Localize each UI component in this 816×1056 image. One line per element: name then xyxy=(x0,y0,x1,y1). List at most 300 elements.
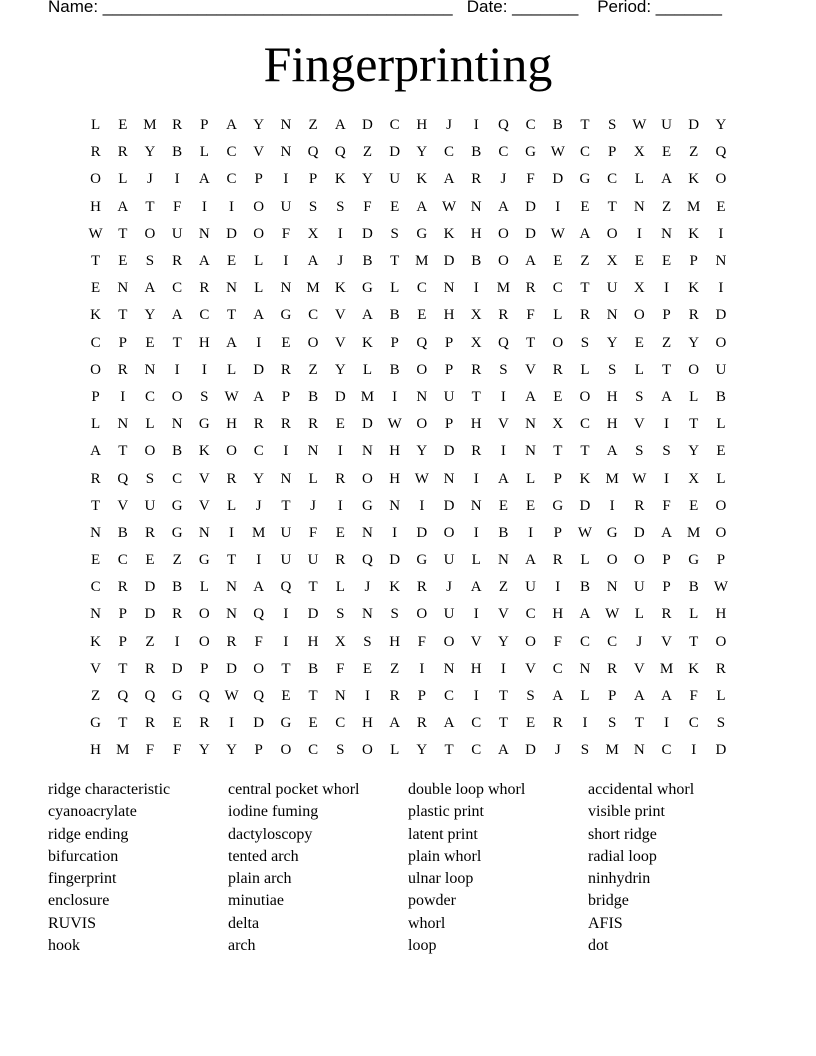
grid-letter: R xyxy=(335,470,346,487)
word-item: visible print xyxy=(588,803,665,821)
grid-letter: O xyxy=(633,307,645,324)
word-item: iodine fuming xyxy=(228,803,319,821)
grid-letter: Y xyxy=(226,742,237,759)
grid-letter: E xyxy=(689,497,699,514)
grid-letter: R xyxy=(552,361,563,378)
grid-letter: Q xyxy=(715,144,727,161)
grid-letter: R xyxy=(90,470,101,487)
grid-letter: E xyxy=(145,552,155,569)
grid-letter: B xyxy=(172,579,183,596)
grid-letter: K xyxy=(579,470,591,487)
grid-letter: N xyxy=(661,225,672,242)
grid-row xyxy=(82,574,735,601)
grid-letter: E xyxy=(91,280,101,297)
grid-letter: C xyxy=(607,171,618,188)
grid-letter: O xyxy=(688,361,700,378)
grid-letter: I xyxy=(201,198,207,215)
grid-letter: D xyxy=(334,388,346,405)
grid-letter: O xyxy=(525,633,537,650)
grid-letter: D xyxy=(362,117,373,134)
grid-letter: T xyxy=(390,253,400,270)
grid-letter: A xyxy=(661,524,672,541)
grid-letter: P xyxy=(200,660,209,677)
grid-letter: A xyxy=(117,198,129,215)
grid-letter: E xyxy=(553,388,563,405)
grid-letter: N xyxy=(90,524,102,541)
grid-letter: T xyxy=(281,497,291,514)
grid-row xyxy=(82,384,735,411)
grid-letter: S xyxy=(363,633,372,650)
grid-letter: D xyxy=(443,253,455,270)
word-item: ulnar loop xyxy=(408,870,474,888)
grid-letter: L xyxy=(580,688,590,705)
grid-letter: D xyxy=(389,552,401,569)
grid-letter: P xyxy=(91,388,100,405)
grid-letter: U xyxy=(280,524,292,541)
grid-letter: N xyxy=(280,280,292,297)
grid-letter: T xyxy=(118,443,128,460)
grid-letter: N xyxy=(525,443,537,460)
grid-letter: L xyxy=(471,552,481,569)
grid-letter: H xyxy=(226,416,237,433)
grid-letter: I xyxy=(555,198,561,215)
grid-row xyxy=(82,357,735,384)
grid-letter: O xyxy=(715,334,727,351)
grid-letter: V xyxy=(198,470,210,487)
grid-letter: G xyxy=(171,688,183,705)
grid-letter: R xyxy=(634,497,645,514)
grid-letter: J xyxy=(364,579,371,596)
grid-letter: K xyxy=(334,171,346,188)
grid-letter: Y xyxy=(198,742,210,759)
grid-row xyxy=(82,248,735,275)
grid-letter: L xyxy=(308,470,318,487)
grid-letter: U xyxy=(307,552,319,569)
grid-row xyxy=(82,656,735,683)
header-fields-line: Name: _____________________________________ Date: _______ Period: _______ xyxy=(48,0,722,16)
grid-letter: K xyxy=(688,280,700,297)
grid-letter: M xyxy=(116,742,130,759)
grid-letter: F xyxy=(363,198,372,215)
grid-letter: D xyxy=(362,416,373,433)
grid-letter: P xyxy=(444,334,454,351)
grid-letter: F xyxy=(553,633,562,650)
word-item: tented arch xyxy=(228,847,299,865)
grid-letter: F xyxy=(662,497,671,514)
grid-letter: S xyxy=(145,253,155,270)
grid-letter: C xyxy=(117,552,128,569)
grid-letter: L xyxy=(118,171,128,188)
word-item: cyanoacrylate xyxy=(48,803,137,821)
grid-letter: B xyxy=(117,524,128,541)
grid-letter: Y xyxy=(416,144,428,161)
grid-letter: K xyxy=(90,633,102,650)
grid-letter: I xyxy=(283,606,289,623)
grid-letter: Q xyxy=(334,144,346,161)
grid-letter: T xyxy=(471,388,481,405)
grid-letter: Y xyxy=(253,470,265,487)
grid-letter: S xyxy=(390,225,399,242)
grid-letter: L xyxy=(634,606,644,623)
grid-letter: D xyxy=(144,606,156,623)
grid-letter: R xyxy=(579,307,590,324)
grid-letter: V xyxy=(633,416,645,433)
grid-letter: T xyxy=(281,660,291,677)
grid-letter: C xyxy=(579,416,590,433)
grid-letter: A xyxy=(497,470,509,487)
grid-letter: N xyxy=(198,225,210,242)
grid-letter: C xyxy=(471,715,482,732)
grid-letter: I xyxy=(664,470,670,487)
grid-letter: E xyxy=(716,443,726,460)
grid-letter: G xyxy=(198,416,210,433)
grid-letter: N xyxy=(633,742,645,759)
grid-letter: I xyxy=(419,497,425,514)
grid-letter: J xyxy=(446,117,452,134)
word-item: ninhydrin xyxy=(588,870,651,888)
word-item: ridge characteristic xyxy=(48,781,171,798)
grid-letter: C xyxy=(335,715,346,732)
grid-letter: N xyxy=(389,497,401,514)
grid-letter: S xyxy=(336,742,345,759)
grid-letter: E xyxy=(226,253,237,270)
grid-letter: O xyxy=(443,524,455,541)
grid-letter: O xyxy=(198,633,210,650)
grid-letter: O xyxy=(416,361,428,378)
grid-letter: C xyxy=(661,742,672,759)
grid-letter: O xyxy=(606,552,618,569)
grid-letter: A xyxy=(389,715,401,732)
grid-letter: U xyxy=(389,171,401,188)
grid-letter: P xyxy=(390,334,399,351)
grid-letter: M xyxy=(659,660,674,677)
grid-letter: D xyxy=(144,579,156,596)
grid-letter: M xyxy=(687,524,701,541)
grid-letter: V xyxy=(253,144,265,161)
grid-letter: G xyxy=(552,497,564,514)
grid-letter: P xyxy=(417,688,427,705)
grid-letter: F xyxy=(689,688,698,705)
grid-row xyxy=(82,438,735,465)
grid-letter: R xyxy=(552,715,563,732)
grid-letter: B xyxy=(688,579,699,596)
grid-row xyxy=(82,194,735,221)
grid-letter: B xyxy=(362,253,373,270)
grid-letter: T xyxy=(308,688,318,705)
grid-letter: N xyxy=(198,524,210,541)
grid-letter: H xyxy=(389,470,401,487)
grid-letter: A xyxy=(606,443,618,460)
grid-letter: Z xyxy=(498,579,508,596)
grid-letter: N xyxy=(362,443,373,460)
grid-letter: U xyxy=(633,579,645,596)
grid-letter: R xyxy=(416,579,427,596)
grid-letter: B xyxy=(579,579,590,596)
grid-letter: B xyxy=(471,144,482,161)
word-item: double loop whorl xyxy=(408,781,526,798)
grid-letter: D xyxy=(253,715,265,732)
grid-letter: O xyxy=(715,633,727,650)
grid-letter: G xyxy=(688,552,700,569)
grid-letter: S xyxy=(308,198,318,215)
grid-letter: D xyxy=(633,524,645,541)
grid-letter: F xyxy=(526,171,535,188)
grid-letter: A xyxy=(198,253,210,270)
grid-row xyxy=(82,737,735,764)
grid-letter: I xyxy=(337,225,343,242)
grid-letter: I xyxy=(283,171,289,188)
grid-letter: A xyxy=(579,225,591,242)
grid-letter: K xyxy=(688,171,700,188)
grid-letter: N xyxy=(606,579,618,596)
grid-letter: B xyxy=(172,144,183,161)
word-item: powder xyxy=(408,892,456,910)
grid-letter: A xyxy=(470,579,482,596)
grid-letter: G xyxy=(525,144,537,161)
grid-letter: K xyxy=(334,280,346,297)
grid-letter: Z xyxy=(145,633,155,650)
grid-letter: W xyxy=(605,606,620,623)
word-column xyxy=(228,779,408,957)
grid-letter: X xyxy=(334,633,346,650)
grid-letter: V xyxy=(525,361,537,378)
grid-letter: R xyxy=(607,660,618,677)
grid-letter: M xyxy=(687,198,701,215)
grid-letter: G xyxy=(198,552,210,569)
grid-letter: R xyxy=(661,606,672,623)
grid-letter: F xyxy=(254,633,263,650)
grid-letter: J xyxy=(636,633,643,650)
grid-letter: O xyxy=(362,742,373,759)
grid-letter: D xyxy=(552,171,564,188)
grid-letter: W xyxy=(414,470,429,487)
grid-letter: I xyxy=(392,388,398,405)
grid-letter: H xyxy=(470,416,482,433)
grid-letter: I xyxy=(636,225,642,242)
grid-letter: A xyxy=(552,688,564,705)
grid-letter: A xyxy=(579,606,591,623)
grid-letter: G xyxy=(362,497,373,514)
grid-letter: S xyxy=(499,361,508,378)
grid-letter: U xyxy=(144,497,156,514)
grid-letter: N xyxy=(144,361,156,378)
grid-letter: Z xyxy=(308,361,318,378)
grid-letter: E xyxy=(281,688,291,705)
grid-letter: H xyxy=(606,416,618,433)
word-item: radial loop xyxy=(588,847,657,865)
grid-letter: M xyxy=(252,524,266,541)
grid-letter: E xyxy=(172,715,182,732)
grid-letter: X xyxy=(633,280,645,297)
grid-letter: C xyxy=(444,144,455,161)
grid-letter: M xyxy=(605,470,619,487)
grid-letter: R xyxy=(199,280,210,297)
grid-letter: N xyxy=(443,280,455,297)
grid-letter: L xyxy=(553,307,563,324)
grid-letter: D xyxy=(416,524,428,541)
grid-letter: O xyxy=(280,742,292,759)
grid-letter: R xyxy=(117,361,128,378)
grid-letter: H xyxy=(715,606,727,623)
grid-letter: C xyxy=(416,280,427,297)
grid-letter: R xyxy=(144,524,155,541)
grid-letter: T xyxy=(661,361,672,378)
grid-letter: S xyxy=(336,198,345,215)
grid-letter: R xyxy=(688,307,699,324)
grid-letter: A xyxy=(661,688,672,705)
grid-letter: R xyxy=(226,470,237,487)
grid-letter: N xyxy=(226,280,237,297)
grid-letter: L xyxy=(254,253,264,270)
grid-letter: L xyxy=(199,144,209,161)
grid-letter: R xyxy=(253,416,264,433)
grid-letter: O xyxy=(226,443,237,460)
grid-letter: Q xyxy=(497,334,509,351)
grid-letter: P xyxy=(444,361,454,378)
grid-letter: I xyxy=(718,225,724,242)
grid-letter: L xyxy=(689,388,699,405)
grid-letter: V xyxy=(633,660,645,677)
grid-letter: U xyxy=(280,198,292,215)
grid-letter: T xyxy=(444,742,454,759)
grid-letter: J xyxy=(446,579,452,596)
grid-letter: W xyxy=(713,579,728,596)
page-title: Fingerprinting xyxy=(263,36,553,92)
grid-letter: T xyxy=(580,280,590,297)
grid-letter: A xyxy=(661,171,672,188)
grid-letter: E xyxy=(716,198,726,215)
grid-letter: Q xyxy=(416,334,428,351)
grid-letter: P xyxy=(553,470,562,487)
grid-letter: O xyxy=(715,497,727,514)
grid-letter: X xyxy=(470,334,482,351)
grid-letter: C xyxy=(226,144,237,161)
grid-letter: D xyxy=(525,225,537,242)
word-bank xyxy=(48,779,768,957)
grid-letter: P xyxy=(118,633,127,650)
grid-letter: Z xyxy=(580,253,590,270)
grid-letter: N xyxy=(171,416,183,433)
grid-letter: P xyxy=(553,524,562,541)
grid-letter: E xyxy=(390,198,400,215)
grid-letter: X xyxy=(606,253,618,270)
grid-letter: O xyxy=(171,388,183,405)
grid-letter: Y xyxy=(416,443,428,460)
grid-letter: L xyxy=(580,552,590,569)
grid-letter: S xyxy=(390,606,399,623)
grid-letter: T xyxy=(91,497,101,514)
grid-letter: C xyxy=(552,660,563,677)
grid-letter: R xyxy=(144,660,155,677)
grid-letter: D xyxy=(525,742,537,759)
grid-letter: G xyxy=(362,280,373,297)
grid-letter: Q xyxy=(307,144,319,161)
grid-letter: H xyxy=(90,742,102,759)
grid-letter: N xyxy=(307,443,319,460)
grid-letter: K xyxy=(90,307,102,324)
grid-letter: A xyxy=(497,198,509,215)
grid-letter: C xyxy=(226,171,237,188)
grid-letter: S xyxy=(662,443,671,460)
grid-letter: I xyxy=(473,524,479,541)
grid-letter: R xyxy=(199,715,210,732)
grid-letter: I xyxy=(256,334,262,351)
grid-letter: B xyxy=(471,253,482,270)
grid-letter: W xyxy=(632,117,647,134)
grid-letter: O xyxy=(633,552,645,569)
grid-row xyxy=(82,330,735,357)
grid-row xyxy=(82,683,735,710)
grid-letter: A xyxy=(525,388,537,405)
grid-letter: E xyxy=(526,497,536,514)
grid-letter: S xyxy=(607,117,617,134)
grid-letter: H xyxy=(307,633,319,650)
grid-letter: L xyxy=(716,416,726,433)
grid-letter: D xyxy=(525,198,537,215)
grid-letter: V xyxy=(334,334,346,351)
grid-letter: X xyxy=(688,470,700,487)
grid-letter: K xyxy=(362,334,373,351)
grid-letter: N xyxy=(117,416,129,433)
grid-letter: V xyxy=(90,660,102,677)
word-item: whorl xyxy=(408,914,446,932)
grid-letter: D xyxy=(226,225,237,242)
grid-letter: K xyxy=(688,660,700,677)
grid-letter: E xyxy=(308,715,318,732)
grid-letter: H xyxy=(389,443,401,460)
word-item: latent print xyxy=(408,825,478,843)
grid-row xyxy=(82,493,735,520)
word-item: minutiae xyxy=(228,892,284,910)
grid-letter: D xyxy=(715,307,727,324)
grid-letter: B xyxy=(172,443,183,460)
grid-letter: B xyxy=(308,388,319,405)
grid-letter: T xyxy=(689,633,699,650)
grid-letter: I xyxy=(283,633,289,650)
grid-letter: E xyxy=(498,497,508,514)
grid-letter: H xyxy=(362,715,373,732)
grid-letter: L xyxy=(634,171,644,188)
grid-letter: K xyxy=(688,225,700,242)
grid-letter: D xyxy=(253,361,265,378)
grid-letter: P xyxy=(308,171,318,188)
grid-letter: Y xyxy=(362,171,373,188)
grid-letter: N xyxy=(633,198,645,215)
grid-letter: I xyxy=(691,742,697,759)
grid-letter: O xyxy=(443,633,455,650)
grid-letter: O xyxy=(416,416,428,433)
grid-letter: L xyxy=(91,416,101,433)
grid-row xyxy=(82,166,735,193)
grid-letter: T xyxy=(689,416,699,433)
grid-letter: I xyxy=(201,361,207,378)
grid-letter: L xyxy=(689,606,699,623)
grid-letter: G xyxy=(416,552,428,569)
grid-letter: A xyxy=(525,552,537,569)
grid-letter: H xyxy=(470,225,482,242)
grid-letter: C xyxy=(389,117,400,134)
grid-letter: Q xyxy=(117,470,129,487)
grid-letter: A xyxy=(443,171,455,188)
grid-letter: D xyxy=(443,497,455,514)
grid-letter: D xyxy=(307,606,319,623)
grid-letter: S xyxy=(145,470,155,487)
grid-letter: B xyxy=(389,361,400,378)
grid-letter: I xyxy=(229,524,235,541)
grid-letter: R xyxy=(525,280,536,297)
grid-letter: G xyxy=(171,497,183,514)
grid-letter: Q xyxy=(253,606,265,623)
